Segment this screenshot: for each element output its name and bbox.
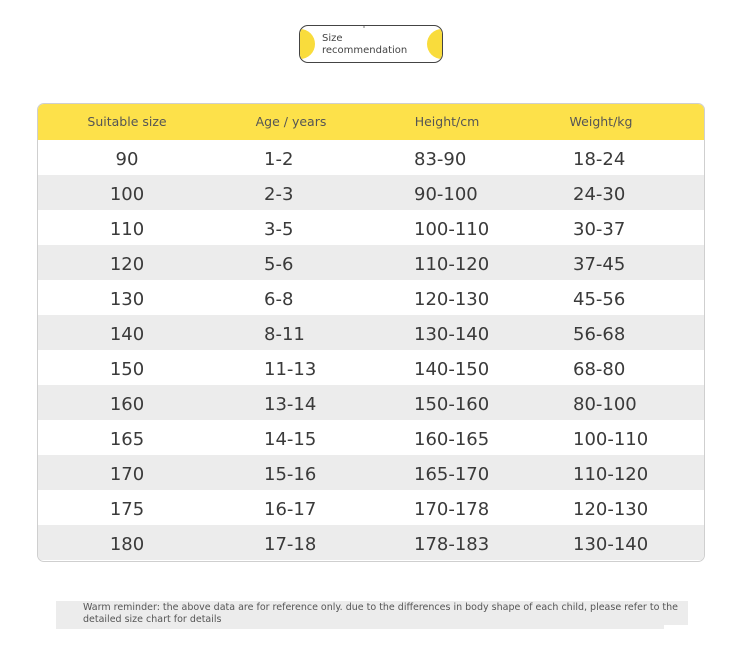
cell-height: 150-160 xyxy=(414,394,490,415)
cell-height: 140-150 xyxy=(414,359,490,380)
cell-height: 170-178 xyxy=(414,499,490,520)
badge-right-cap xyxy=(427,29,443,59)
cell-size: 180 xyxy=(109,534,145,555)
cell-age: 14-15 xyxy=(264,429,317,450)
cell-height: 178-183 xyxy=(414,534,490,555)
cell-height: 160-165 xyxy=(414,429,490,450)
cell-size: 140 xyxy=(109,324,145,345)
cell-height: 90-100 xyxy=(414,184,478,205)
cell-age: 5-6 xyxy=(264,254,294,275)
cell-age: 3-5 xyxy=(264,219,294,240)
cell-age: 2-3 xyxy=(264,184,294,205)
cell-weight: 37-45 xyxy=(573,254,626,275)
cell-size: 160 xyxy=(109,394,145,415)
cell-age: 6-8 xyxy=(264,289,294,310)
cell-height: 165-170 xyxy=(414,464,490,485)
table-row xyxy=(38,315,704,350)
table-row xyxy=(38,490,704,525)
header-suitable-size: Suitable size xyxy=(87,114,167,129)
cell-weight: 18-24 xyxy=(573,149,626,170)
cell-size: 150 xyxy=(109,359,145,380)
cell-size: 110 xyxy=(109,219,145,240)
cell-age: 16-17 xyxy=(264,499,317,520)
cell-weight: 45-56 xyxy=(573,289,626,310)
cell-size: 100 xyxy=(109,184,145,205)
table-header xyxy=(38,104,704,140)
cell-weight: 68-80 xyxy=(573,359,626,380)
cell-height: 130-140 xyxy=(414,324,490,345)
size-table xyxy=(37,103,705,562)
badge-tick xyxy=(363,25,365,28)
table-body xyxy=(38,140,704,561)
cell-size: 130 xyxy=(109,289,145,310)
cell-size: 120 xyxy=(109,254,145,275)
table-row xyxy=(38,420,704,455)
cell-weight: 24-30 xyxy=(573,184,626,205)
header-weight: Weight/kg xyxy=(569,114,633,129)
table-row xyxy=(38,140,704,175)
table-row xyxy=(38,525,704,560)
cell-age: 17-18 xyxy=(264,534,317,555)
page-title: Size recommendation xyxy=(322,33,408,56)
table-row xyxy=(38,350,704,385)
cell-size: 175 xyxy=(109,499,145,520)
cell-weight: 30-37 xyxy=(573,219,626,240)
cell-height: 100-110 xyxy=(414,219,490,240)
table-row xyxy=(38,455,704,490)
table-row xyxy=(38,210,704,245)
cell-weight: 80-100 xyxy=(573,394,637,415)
cell-weight: 120-130 xyxy=(573,499,649,520)
table-row xyxy=(38,175,704,210)
table-row xyxy=(38,280,704,315)
cell-height: 120-130 xyxy=(414,289,490,310)
table-row xyxy=(38,245,704,280)
cell-weight: 100-110 xyxy=(573,429,649,450)
warm-reminder-note: Warm reminder: the above data are for reference only. due to the differences in body shape of each child, please refer to the detailed size chart for details xyxy=(83,602,678,625)
header-age: Age / years xyxy=(255,114,327,129)
cell-age: 8-11 xyxy=(264,324,305,345)
cell-age: 11-13 xyxy=(264,359,317,380)
cell-size: 165 xyxy=(109,429,145,450)
cell-age: 15-16 xyxy=(264,464,317,485)
cell-weight: 130-140 xyxy=(573,534,649,555)
badge-left-cap xyxy=(299,29,315,59)
cell-age: 1-2 xyxy=(264,149,294,170)
cell-height: 110-120 xyxy=(414,254,490,275)
header-height: Height/cm xyxy=(414,114,480,129)
cell-height: 83-90 xyxy=(414,149,467,170)
cell-size: 170 xyxy=(109,464,145,485)
cell-age: 13-14 xyxy=(264,394,317,415)
size-recommendation-badge xyxy=(299,25,443,63)
table-row xyxy=(38,385,704,420)
cell-weight: 56-68 xyxy=(573,324,626,345)
cell-weight: 110-120 xyxy=(573,464,649,485)
cell-size: 90 xyxy=(115,149,139,170)
